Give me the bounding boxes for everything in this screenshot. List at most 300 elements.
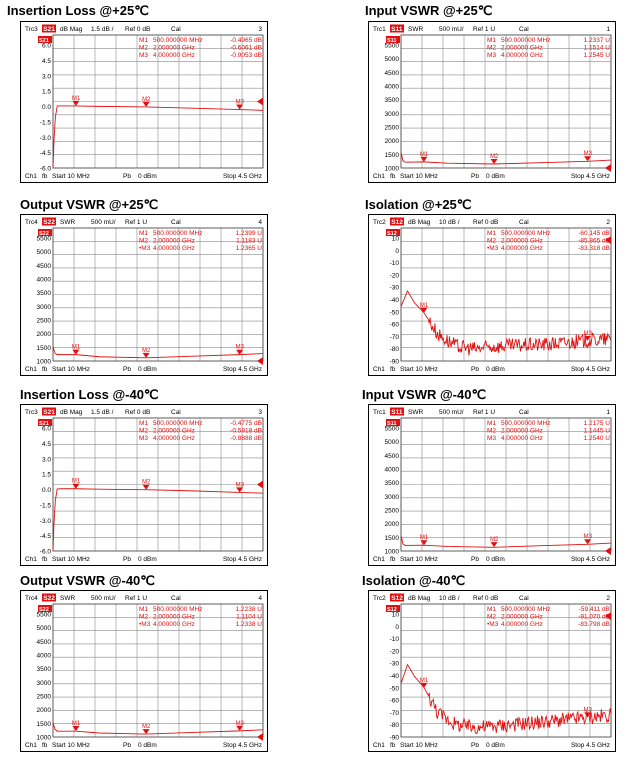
trace-marker-label: M1: [419, 535, 429, 542]
marker-name: M1: [487, 230, 497, 237]
bottom-power: 0 dBm: [486, 556, 505, 563]
trace-label: Trc2: [373, 595, 386, 602]
trace-marker-label: M2: [142, 724, 151, 731]
marker-value: 1.1445 U: [583, 427, 610, 435]
scale-label: 500 mU/: [91, 219, 116, 226]
y-tick-label: -20: [389, 272, 399, 280]
trace-label: Trc4: [25, 219, 38, 226]
trace-marker-label: M1: [71, 344, 81, 351]
y-tick-label: -40: [389, 673, 399, 680]
marker-name: M2: [139, 237, 149, 245]
marker-name: •M3: [487, 621, 499, 628]
trace-label: Trc1: [373, 26, 386, 33]
trace-marker-label: M1: [71, 478, 81, 485]
chart-svg: [21, 405, 269, 567]
y-tick-label: 5500: [384, 425, 399, 433]
y-tick-label: 3000: [36, 679, 51, 687]
chart-svg: [369, 591, 617, 753]
trace-label: Trc1: [373, 409, 386, 416]
bottom-stop: Stop 4.5 GHz: [570, 173, 610, 180]
bottom-pb: Pb: [123, 742, 131, 749]
channel-number: 2: [606, 219, 610, 226]
ref-badge: S11: [387, 38, 397, 44]
y-tick-label: 2000: [36, 707, 51, 715]
ref-badge: S11: [387, 421, 397, 427]
trace-marker-label: M3: [235, 482, 244, 489]
trace-label: Trc2: [373, 219, 386, 226]
cal-label: Cal: [519, 595, 529, 602]
y-tick-label: -50: [389, 309, 399, 317]
marker-freq: 4.000000 GHz: [153, 621, 195, 628]
scale-label: 500 mU/: [439, 409, 464, 416]
bottom-start: Start 10 MHz: [52, 556, 90, 563]
y-tick-label: 4500: [36, 638, 51, 646]
param-badge: S21: [43, 409, 55, 416]
channel-number: 1: [606, 409, 610, 416]
trace-marker-label: M3: [583, 151, 592, 158]
bottom-power: 0 dBm: [138, 366, 157, 373]
y-tick-label: 3500: [36, 666, 51, 674]
ref-badge: S12: [387, 231, 397, 237]
y-tick-label: 5000: [36, 625, 51, 633]
marker-freq: 500.000000 MHz: [153, 230, 203, 237]
format-label: SWR: [408, 26, 424, 33]
trace-marker-label: M2: [490, 537, 499, 544]
ref-badge: S22: [39, 607, 49, 613]
chart-title-2: Output VSWR @+25℃: [20, 197, 159, 212]
bottom-fb: fb: [42, 173, 48, 180]
ref-label: Ref 1 U: [473, 26, 496, 33]
marker-value: -0.8888 dB: [230, 435, 262, 442]
trace-marker-label: M1: [419, 151, 429, 158]
marker-freq: 2.000000 GHz: [501, 427, 543, 435]
param-badge: S21: [43, 26, 55, 33]
chart-title-7: Isolation @-40℃: [362, 573, 466, 588]
y-tick-label: 3.0: [41, 73, 51, 81]
bottom-channel: Ch1: [373, 366, 385, 373]
marker-freq: 4.000000 GHz: [501, 52, 543, 59]
y-tick-label: 5500: [384, 42, 399, 50]
trace-marker-label: M1: [419, 677, 429, 684]
y-tick-label: -6.0: [39, 548, 51, 556]
scale-label: 500 mU/: [439, 26, 464, 33]
scale-label: 10 dB /: [439, 595, 460, 602]
channel-number: 4: [258, 219, 262, 226]
trace-label: Trc4: [25, 595, 38, 602]
bottom-start: Start 10 MHz: [52, 742, 90, 749]
scale-label: 10 dB /: [439, 219, 460, 226]
trace-marker-label: M3: [583, 534, 592, 541]
bottom-fb: fb: [42, 742, 48, 749]
bottom-pb: Pb: [471, 173, 479, 180]
marker-freq: 2.000000 GHz: [501, 237, 543, 245]
y-tick-label: -70: [389, 333, 399, 341]
marker-freq: 500.000000 MHz: [501, 420, 551, 427]
marker-value: 1.2545 U: [583, 52, 610, 59]
ref-arrow: [605, 164, 611, 172]
chart-svg: [21, 215, 269, 377]
bottom-pb: Pb: [123, 173, 131, 180]
bottom-stop: Stop 4.5 GHz: [222, 173, 262, 180]
y-tick-label: -10: [389, 260, 399, 268]
y-tick-label: 0: [395, 623, 399, 631]
y-tick-label: 4000: [384, 466, 399, 474]
marker-freq: 4.000000 GHz: [501, 621, 543, 628]
y-tick-label: 6.0: [41, 42, 51, 50]
marker-name: M2: [139, 44, 149, 52]
y-tick-label: 5000: [384, 56, 399, 64]
marker-name: M2: [487, 44, 497, 52]
param-badge: S22: [43, 219, 55, 226]
y-tick-label: 1500: [384, 534, 399, 542]
marker-freq: 2.000000 GHz: [501, 613, 543, 621]
ref-label: Ref 0 dB: [473, 219, 499, 226]
trace-marker-label: M2: [490, 153, 499, 160]
marker-value: 1.1183 U: [236, 237, 262, 245]
bottom-fb: fb: [42, 366, 48, 373]
y-tick-label: 3000: [384, 493, 399, 501]
y-tick-label: -30: [389, 284, 399, 292]
format-label: dB Mag: [60, 409, 83, 416]
y-tick-label: -3.0: [39, 517, 51, 525]
chart-title-6: Output VSWR @-40℃: [20, 573, 155, 588]
marker-value: 1.2540 U: [583, 435, 610, 442]
bottom-pb: Pb: [471, 742, 479, 749]
trace-marker-label: M3: [583, 330, 592, 337]
chart-svg: [369, 215, 617, 377]
marker-freq: 4.000000 GHz: [153, 52, 195, 59]
ref-label: Ref 1 U: [125, 219, 148, 226]
format-label: dB Mag: [60, 26, 83, 33]
bottom-fb: fb: [390, 556, 396, 563]
ref-label: Ref 0 dB: [125, 26, 151, 33]
marker-name: M1: [139, 606, 149, 613]
trace-marker-label: M1: [71, 721, 81, 728]
channel-number: 1: [606, 26, 610, 33]
bottom-power: 0 dBm: [138, 556, 157, 563]
y-tick-label: 2000: [36, 331, 51, 339]
marker-name: •M3: [139, 245, 151, 252]
y-tick-label: 5500: [36, 611, 51, 619]
y-tick-label: 1000: [36, 358, 51, 366]
ref-badge: S21: [39, 421, 49, 427]
bottom-start: Start 10 MHz: [400, 366, 438, 373]
format-label: SWR: [408, 409, 424, 416]
marker-value: 1.2399 U: [235, 230, 262, 237]
y-tick-label: 4.5: [41, 57, 51, 65]
marker-value: -85.865 dB: [578, 237, 610, 245]
channel-number: 3: [258, 409, 262, 416]
cal-label: Cal: [171, 219, 181, 226]
bottom-fb: fb: [390, 366, 396, 373]
vna-panel-output-vswr-40: [20, 590, 268, 752]
bottom-stop: Stop 4.5 GHz: [222, 366, 262, 373]
trace-marker-label: M3: [235, 720, 244, 727]
param-badge: S12: [391, 595, 403, 602]
bottom-pb: Pb: [123, 556, 131, 563]
scale-label: 1.5 dB /: [91, 409, 114, 416]
marker-name: M1: [487, 37, 497, 44]
cal-label: Cal: [519, 409, 529, 416]
marker-value: 1.2175 U: [583, 420, 610, 427]
trace-label: Trc3: [25, 26, 38, 33]
y-tick-label: 2000: [384, 521, 399, 529]
y-tick-label: 4500: [36, 262, 51, 270]
marker-value: 1.1104 U: [236, 613, 262, 621]
bottom-stop: Stop 4.5 GHz: [222, 742, 262, 749]
y-tick-label: 1.5: [41, 88, 51, 96]
y-tick-label: 4000: [36, 652, 51, 660]
trace-marker-label: M1: [71, 95, 81, 102]
y-tick-label: 1.5: [41, 471, 51, 479]
y-tick-label: 4000: [36, 276, 51, 284]
marker-name: M3: [487, 435, 497, 442]
y-tick-label: -30: [389, 660, 399, 668]
y-tick-label: 0.0: [41, 104, 51, 111]
param-badge: S11: [391, 409, 403, 416]
channel-number: 3: [258, 26, 262, 33]
bottom-power: 0 dBm: [486, 742, 505, 749]
chart-title-3: Isolation @+25℃: [365, 197, 472, 212]
y-tick-label: -10: [389, 636, 399, 644]
y-tick-label: 2500: [36, 693, 51, 701]
y-tick-label: -20: [389, 648, 399, 656]
y-tick-label: 5000: [36, 249, 51, 257]
ref-label: Ref 1 U: [125, 595, 148, 602]
y-tick-label: 4000: [384, 83, 399, 91]
vna-panel-insertion-loss-40: [20, 404, 268, 566]
format-label: SWR: [60, 219, 76, 226]
y-tick-label: 4.5: [41, 440, 51, 448]
bottom-pb: Pb: [471, 366, 479, 373]
scale-label: 1.5 dB /: [91, 26, 114, 33]
marker-name: M2: [487, 613, 497, 621]
marker-freq: 4.000000 GHz: [501, 245, 543, 252]
y-tick-label: 2500: [36, 317, 51, 325]
bottom-power: 0 dBm: [138, 742, 157, 749]
bottom-channel: Ch1: [25, 742, 37, 749]
y-tick-label: -3.0: [39, 134, 51, 142]
y-tick-label: 5500: [36, 235, 51, 243]
trace-marker-label: M3: [235, 99, 244, 106]
bottom-stop: Stop 4.5 GHz: [570, 556, 610, 563]
format-label: dB Mag: [408, 595, 431, 602]
y-tick-label: 3000: [384, 110, 399, 118]
marker-value: 1.2238 U: [235, 606, 262, 613]
chart-svg: [21, 22, 269, 184]
marker-name: M3: [139, 52, 149, 59]
marker-value: -83.798 dB: [578, 621, 610, 628]
ref-arrow: [257, 98, 263, 106]
param-badge: S22: [43, 595, 55, 602]
trace-marker-label: M2: [142, 347, 151, 354]
y-tick-label: 1000: [384, 548, 399, 556]
y-tick-label: 2500: [384, 507, 399, 515]
bottom-start: Start 10 MHz: [400, 173, 438, 180]
y-tick-label: 3.0: [41, 456, 51, 464]
y-tick-label: 0.0: [41, 487, 51, 494]
marker-freq: 2.000000 GHz: [501, 44, 543, 52]
y-tick-label: 4500: [384, 69, 399, 77]
marker-freq: 2.000000 GHz: [153, 44, 195, 52]
bottom-fb: fb: [42, 556, 48, 563]
bottom-start: Start 10 MHz: [400, 556, 438, 563]
y-tick-label: -4.5: [39, 150, 51, 158]
y-tick-label: 1500: [36, 344, 51, 352]
format-label: SWR: [60, 595, 76, 602]
bottom-channel: Ch1: [373, 742, 385, 749]
trace-label: Trc3: [25, 409, 38, 416]
marker-freq: 500.000000 MHz: [153, 420, 203, 427]
ref-arrow: [257, 357, 263, 365]
y-tick-label: 6.0: [41, 425, 51, 433]
marker-name: •M3: [487, 245, 499, 252]
chart-title-0: Insertion Loss @+25℃: [7, 3, 149, 18]
cal-label: Cal: [519, 26, 529, 33]
marker-value: -60.145 dB: [578, 230, 610, 237]
ref-arrow: [605, 547, 611, 555]
marker-name: M2: [139, 427, 149, 435]
marker-value: -59.411 dB: [578, 606, 610, 613]
marker-freq: 500.000000 MHz: [501, 606, 551, 613]
bottom-channel: Ch1: [25, 556, 37, 563]
marker-freq: 500.000000 MHz: [501, 37, 551, 44]
y-tick-label: 1500: [384, 151, 399, 159]
marker-name: M1: [139, 37, 149, 44]
y-tick-label: -1.5: [39, 502, 51, 510]
channel-number: 4: [258, 595, 262, 602]
marker-name: M1: [487, 420, 497, 427]
marker-freq: 4.000000 GHz: [153, 245, 195, 252]
y-tick-label: -50: [389, 685, 399, 693]
y-tick-label: 10: [391, 235, 399, 243]
vna-panel-isolation-40: [368, 590, 616, 752]
marker-value: -0.4775 dB: [230, 420, 262, 427]
param-badge: S12: [391, 219, 403, 226]
y-tick-label: 2000: [384, 138, 399, 146]
y-tick-label: -6.0: [39, 165, 51, 173]
y-tick-label: 3500: [384, 97, 399, 105]
bottom-channel: Ch1: [373, 556, 385, 563]
bottom-stop: Stop 4.5 GHz: [570, 742, 610, 749]
y-tick-label: 5000: [384, 439, 399, 447]
cal-label: Cal: [171, 409, 181, 416]
trace-marker-label: M3: [235, 344, 244, 351]
bottom-stop: Stop 4.5 GHz: [222, 556, 262, 563]
chart-title-5: Input VSWR @-40℃: [362, 387, 487, 402]
bottom-start: Start 10 MHz: [52, 173, 90, 180]
y-tick-label: -90: [389, 358, 399, 366]
y-tick-label: 10: [391, 611, 399, 619]
y-tick-label: 2500: [384, 124, 399, 132]
marker-freq: 2.000000 GHz: [153, 613, 195, 621]
y-tick-label: -60: [389, 697, 399, 705]
marker-freq: 2.000000 GHz: [153, 237, 195, 245]
ref-label: Ref 0 dB: [473, 595, 499, 602]
chart-svg: [369, 405, 617, 567]
y-tick-label: -80: [389, 722, 399, 730]
marker-value: 1.2338 U: [235, 621, 262, 628]
vna-panel-output-vswr-25: [20, 214, 268, 376]
marker-name: M1: [487, 606, 497, 613]
marker-value: 1.1514 U: [583, 44, 610, 52]
chart-svg: [369, 22, 617, 184]
marker-value: 1.2365 U: [235, 245, 262, 252]
y-tick-label: 3500: [384, 480, 399, 488]
marker-freq: 500.000000 MHz: [153, 606, 203, 613]
marker-name: M2: [487, 427, 497, 435]
y-tick-label: -60: [389, 321, 399, 329]
ref-badge: S21: [39, 38, 49, 44]
y-tick-label: -4.5: [39, 533, 51, 541]
y-tick-label: -1.5: [39, 119, 51, 127]
marker-value: -0.4965 dB: [230, 37, 262, 44]
marker-value: -83.318 dB: [578, 245, 610, 252]
marker-freq: 500.000000 MHz: [153, 37, 203, 44]
ref-badge: S12: [387, 607, 397, 613]
marker-name: M2: [487, 237, 497, 245]
bottom-channel: Ch1: [25, 173, 37, 180]
chart-title-1: Input VSWR @+25℃: [365, 3, 493, 18]
bottom-power: 0 dBm: [138, 173, 157, 180]
cal-label: Cal: [171, 26, 181, 33]
scale-label: 500 mU/: [91, 595, 116, 602]
trace-marker-label: M2: [142, 479, 151, 486]
marker-name: M3: [139, 435, 149, 442]
bottom-pb: Pb: [123, 366, 131, 373]
bottom-channel: Ch1: [25, 366, 37, 373]
cal-label: Cal: [171, 595, 181, 602]
bottom-start: Start 10 MHz: [52, 366, 90, 373]
marker-value: 1.2337 U: [583, 37, 610, 44]
marker-name: M3: [487, 52, 497, 59]
y-tick-label: 1000: [384, 165, 399, 173]
format-label: dB Mag: [408, 219, 431, 226]
param-badge: S11: [391, 26, 403, 33]
bottom-stop: Stop 4.5 GHz: [570, 366, 610, 373]
y-tick-label: 3500: [36, 290, 51, 298]
marker-name: M2: [139, 613, 149, 621]
vna-panel-isolation-25: [368, 214, 616, 376]
chart-svg: [21, 591, 269, 753]
y-tick-label: -80: [389, 346, 399, 354]
bottom-power: 0 dBm: [486, 366, 505, 373]
trace-marker-label: M1: [419, 302, 429, 309]
marker-freq: 4.000000 GHz: [153, 435, 195, 442]
trace-marker-label: M3: [583, 707, 592, 714]
bottom-pb: Pb: [471, 556, 479, 563]
marker-value: -0.5918 dB: [230, 427, 262, 435]
marker-freq: 4.000000 GHz: [501, 435, 543, 442]
ref-badge: S22: [39, 231, 49, 237]
marker-name: M1: [139, 420, 149, 427]
vna-panel-insertion-loss-25: [20, 21, 268, 183]
bottom-channel: Ch1: [373, 173, 385, 180]
y-tick-label: 1500: [36, 720, 51, 728]
bottom-fb: fb: [390, 173, 396, 180]
y-tick-label: -40: [389, 297, 399, 304]
vna-panel-input-vswr-40: [368, 404, 616, 566]
vna-panel-input-vswr-25: [368, 21, 616, 183]
marker-name: M1: [139, 230, 149, 237]
chart-title-4: Insertion Loss @-40℃: [20, 387, 159, 402]
marker-value: -0.9053 dB: [230, 52, 262, 59]
marker-freq: 500.000000 MHz: [501, 230, 551, 237]
y-tick-label: -70: [389, 709, 399, 717]
marker-value: -91.070 dB: [578, 613, 610, 621]
bottom-power: 0 dBm: [486, 173, 505, 180]
ref-arrow: [257, 481, 263, 489]
